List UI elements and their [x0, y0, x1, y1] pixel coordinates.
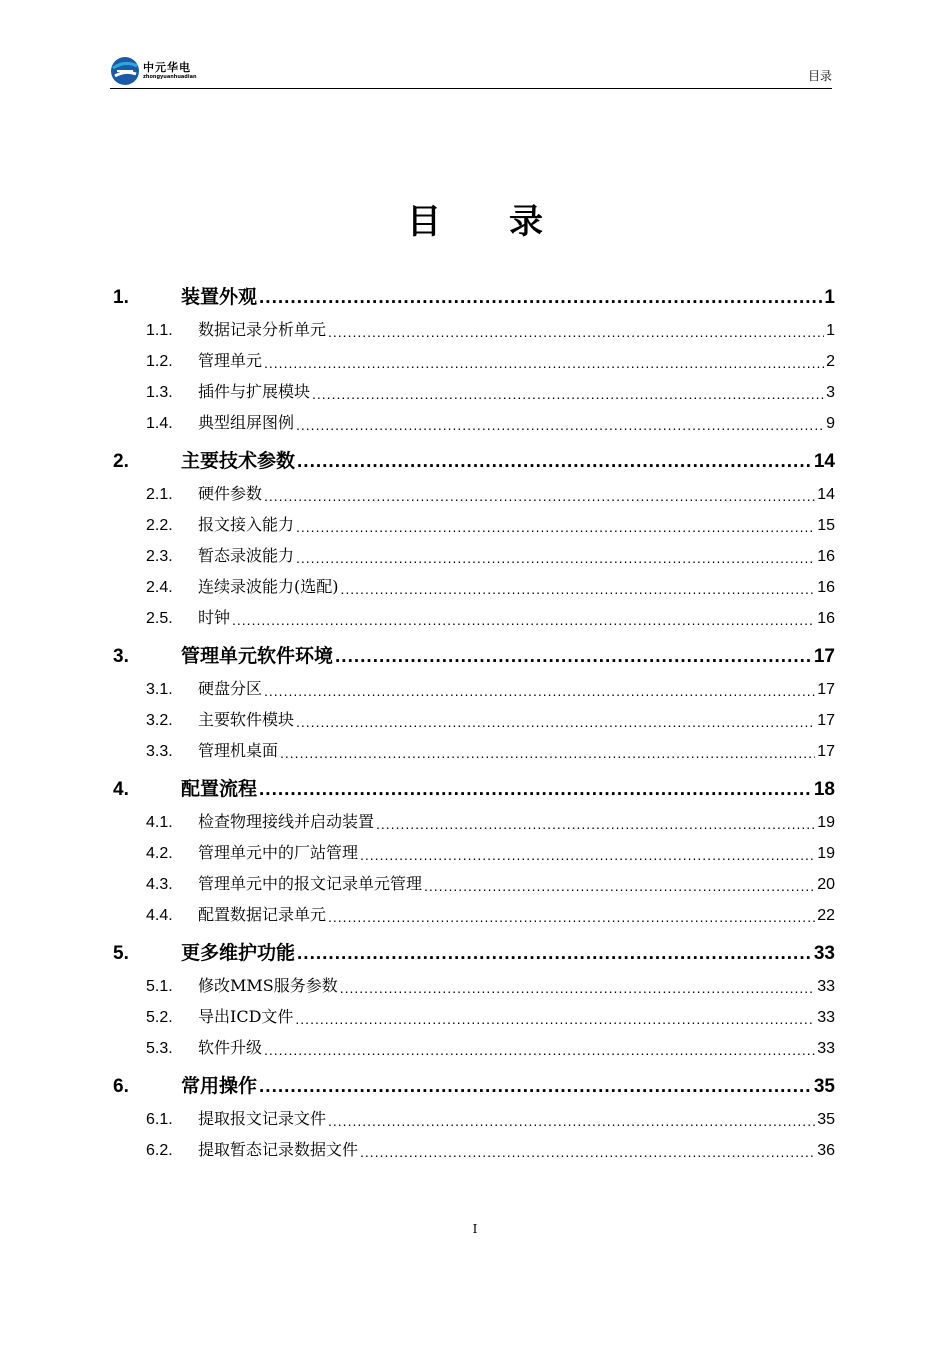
- toc-entry-number: 4.2.: [146, 845, 173, 862]
- toc-entry-number: 3.: [113, 646, 129, 667]
- toc-section-entry[interactable]: [113, 1129, 835, 1160]
- toc-dot-leader: [296, 548, 815, 566]
- toc-entry-page: 35: [813, 1076, 835, 1097]
- toc-entry-title: 主要软件模块: [198, 710, 295, 729]
- toc-title: 目 录: [407, 202, 543, 242]
- toc-entry-number: 1.: [113, 287, 129, 308]
- toc-dot-leader: [259, 779, 812, 801]
- toc-entry-number: 1.4.: [146, 415, 173, 432]
- toc-dot-leader: [376, 814, 815, 832]
- toc-entry-title: 管理机桌面: [198, 741, 279, 760]
- toc-chapter-entry[interactable]: [113, 631, 835, 668]
- toc-dot-leader: [424, 876, 815, 894]
- toc-entry-page: 1: [824, 287, 835, 308]
- toc-section-entry[interactable]: [113, 730, 835, 761]
- toc-entry-page: 9: [826, 415, 835, 432]
- toc-section-entry[interactable]: [113, 402, 835, 433]
- toc-dot-leader: [295, 1009, 815, 1027]
- toc-dot-leader: [335, 646, 812, 668]
- toc-entry-title: 提取报文记录文件: [198, 1109, 327, 1128]
- toc-section-entry[interactable]: [113, 668, 835, 699]
- toc-entry-number: 4.1.: [146, 814, 173, 831]
- toc-entry-number: 4.: [113, 779, 129, 800]
- company-logo-icon: [110, 56, 140, 86]
- toc-dot-leader: [296, 415, 824, 433]
- toc-dot-leader: [297, 451, 812, 473]
- toc-entry-title: 检查物理接线并启动装置: [198, 812, 375, 831]
- toc-entry-page: 19: [817, 814, 835, 831]
- toc-entry-title: 主要技术参数: [181, 450, 296, 472]
- toc-dot-leader: [360, 1142, 815, 1160]
- toc-entry-page: 35: [817, 1111, 835, 1128]
- toc-entry-title: 管理单元中的报文记录单元管理: [198, 874, 423, 893]
- toc-section-entry[interactable]: [113, 894, 835, 925]
- toc-entry-page: 15: [817, 517, 835, 534]
- toc-dot-leader: [264, 681, 815, 699]
- toc-dot-leader: [232, 610, 815, 628]
- toc-entry-number: 1.1.: [146, 322, 173, 339]
- toc-section-entry[interactable]: [113, 504, 835, 535]
- toc-entry-number: 2.1.: [146, 486, 173, 503]
- toc-entry-number: 5.3.: [146, 1040, 173, 1057]
- toc-entry-page: 16: [817, 579, 835, 596]
- toc-section-entry[interactable]: [113, 473, 835, 504]
- toc-dot-leader: [280, 743, 815, 761]
- toc-dot-leader: [328, 1111, 815, 1129]
- toc-dot-leader: [328, 322, 824, 340]
- toc-entry-page: 2: [826, 353, 835, 370]
- toc-entry-page: 33: [817, 978, 835, 995]
- toc-entry-number: 2.2.: [146, 517, 173, 534]
- toc-entry-title: 报文接入能力: [198, 515, 295, 534]
- toc-dot-leader: [259, 287, 822, 309]
- toc-dot-leader: [312, 384, 824, 402]
- toc-entry-title: 管理单元软件环境: [181, 645, 334, 667]
- toc-entry-title: 暂态录波能力: [198, 546, 295, 565]
- toc-entry-page: 17: [817, 743, 835, 760]
- toc-entry-title: 连续录波能力(选配): [198, 577, 339, 596]
- toc-section-entry[interactable]: [113, 309, 835, 340]
- toc-entry-page: 17: [813, 646, 835, 667]
- toc-entry-number: 6.1.: [146, 1111, 173, 1128]
- toc-entry-title: 导出ICD文件: [198, 1007, 294, 1026]
- toc-entry-page: 3: [826, 384, 835, 401]
- toc-entry-title: 修改MMS服务参数: [198, 976, 338, 995]
- toc-entry-title: 硬件参数: [198, 484, 263, 503]
- toc-entry-number: 5.2.: [146, 1009, 173, 1026]
- toc-entry-page: 33: [817, 1040, 835, 1057]
- toc-section-entry[interactable]: [113, 371, 835, 402]
- toc-section-entry[interactable]: [113, 996, 835, 1027]
- page-header: [110, 50, 832, 89]
- toc-entry-number: 5.: [113, 943, 129, 964]
- toc-entry-page: 22: [817, 907, 835, 924]
- toc-entry-page: 33: [817, 1009, 835, 1026]
- toc-section-entry[interactable]: [113, 832, 835, 863]
- toc-dot-leader: [297, 943, 812, 965]
- toc-chapter-entry[interactable]: [113, 1061, 835, 1098]
- toc-dot-leader: [264, 1040, 815, 1058]
- toc-entry-page: 16: [817, 610, 835, 627]
- toc-entry-page: 19: [817, 845, 835, 862]
- toc-entry-title: 硬盘分区: [198, 679, 263, 698]
- toc-entry-number: 1.3.: [146, 384, 173, 401]
- toc-section-entry[interactable]: [113, 535, 835, 566]
- toc-dot-leader: [296, 517, 815, 535]
- header-section-label: 目录: [807, 69, 832, 83]
- toc-chapter-entry[interactable]: [113, 928, 835, 965]
- toc-entry-page: 36: [817, 1142, 835, 1159]
- toc-entry-number: 6.: [113, 1076, 129, 1097]
- toc-entry-number: 4.3.: [146, 876, 173, 893]
- toc-entry-page: 16: [817, 548, 835, 565]
- toc-entry-title: 常用操作: [181, 1075, 258, 1097]
- toc-section-entry[interactable]: [113, 597, 835, 628]
- toc-entry-page: 20: [817, 876, 835, 893]
- toc-entry-number: 3.1.: [146, 681, 173, 698]
- toc-section-entry[interactable]: [113, 863, 835, 894]
- company-logo: [110, 54, 197, 88]
- toc-section-entry[interactable]: [113, 1027, 835, 1058]
- toc-entry-title: 时钟: [198, 608, 231, 627]
- toc-entry-title: 典型组屏图例: [198, 413, 295, 432]
- toc-section-entry[interactable]: [113, 1098, 835, 1129]
- toc-chapter-entry[interactable]: [113, 272, 835, 309]
- toc-dot-leader: [264, 486, 815, 504]
- toc-dot-leader: [259, 1076, 812, 1098]
- table-of-contents: [113, 272, 835, 1160]
- toc-entry-page: 17: [817, 712, 835, 729]
- toc-entry-number: 2.5.: [146, 610, 173, 627]
- toc-entry-number: 2.3.: [146, 548, 173, 565]
- toc-dot-leader: [328, 907, 815, 925]
- toc-entry-title: 更多维护功能: [181, 942, 296, 964]
- toc-dot-leader: [341, 579, 816, 597]
- toc-entry-number: 5.1.: [146, 978, 173, 995]
- toc-dot-leader: [360, 845, 815, 863]
- toc-entry-title: 管理单元中的厂站管理: [198, 843, 359, 862]
- toc-chapter-entry[interactable]: [113, 764, 835, 801]
- toc-entry-page: 33: [813, 943, 835, 964]
- logo-english-name: zhongyuanhuadian: [143, 74, 197, 80]
- toc-entry-number: 6.2.: [146, 1142, 173, 1159]
- toc-entry-title: 插件与扩展模块: [198, 382, 311, 401]
- toc-dot-leader: [340, 978, 815, 996]
- toc-entry-page: 17: [817, 681, 835, 698]
- toc-entry-title: 管理单元: [198, 351, 263, 370]
- toc-dot-leader: [296, 712, 815, 730]
- toc-entry-page: 1: [826, 322, 835, 339]
- toc-section-entry[interactable]: [113, 340, 835, 371]
- toc-entry-title: 软件升级: [198, 1038, 263, 1057]
- page-number: I: [472, 1222, 478, 1236]
- toc-dot-leader: [264, 353, 824, 371]
- toc-entry-title: 数据记录分析单元: [198, 320, 327, 339]
- toc-entry-number: 2.4.: [146, 579, 173, 596]
- toc-section-entry[interactable]: [113, 566, 835, 597]
- toc-entry-page: 14: [813, 451, 835, 472]
- toc-entry-title: 装置外观: [181, 286, 258, 308]
- logo-chinese-name: 中元华电: [143, 61, 191, 74]
- toc-entry-page: 18: [813, 779, 835, 800]
- toc-section-entry[interactable]: [113, 801, 835, 832]
- toc-chapter-entry[interactable]: [113, 436, 835, 473]
- toc-entry-title: 配置数据记录单元: [198, 905, 327, 924]
- toc-entry-number: 2.: [113, 451, 129, 472]
- toc-entry-number: 1.2.: [146, 353, 173, 370]
- toc-section-entry[interactable]: [113, 965, 835, 996]
- toc-entry-title: 配置流程: [181, 778, 258, 800]
- toc-entry-number: 3.3.: [146, 743, 173, 760]
- toc-section-entry[interactable]: [113, 699, 835, 730]
- toc-entry-number: 4.4.: [146, 907, 173, 924]
- toc-entry-number: 3.2.: [146, 712, 173, 729]
- toc-entry-page: 14: [817, 486, 835, 503]
- toc-entry-title: 提取暂态记录数据文件: [198, 1140, 359, 1159]
